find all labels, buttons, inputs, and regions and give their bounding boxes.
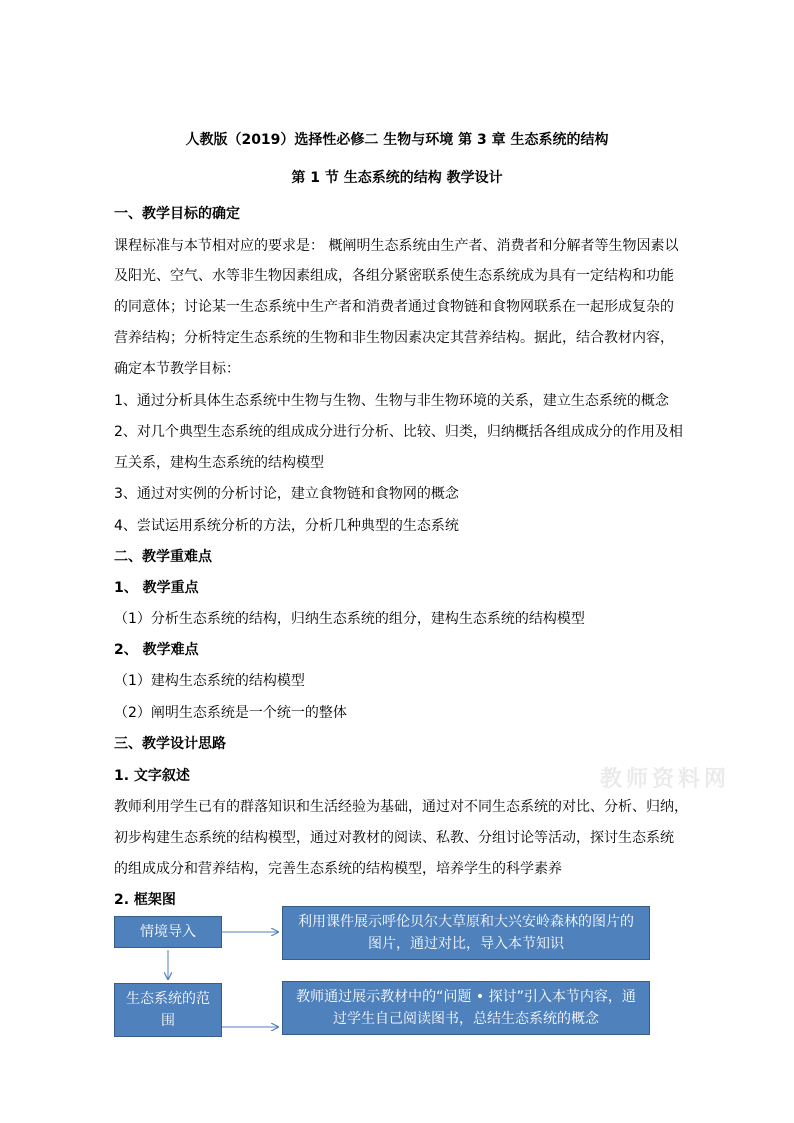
goal-1: 1、通过分析具体生态系统中生物与生物、生物与非生物环境的关系，建立生态系统的概念 xyxy=(114,393,669,409)
flow-box-scenario-intro-desc: 利用课件展示呼伦贝尔大草原和大兴安岭森林的图片的图片，通过对比，导入本节知识 xyxy=(282,906,650,960)
section1-para-line-2: 及阳光、空气、水等非生物因素组成，各组分紧密联系使生态系统成为具有一定结构和功能 xyxy=(114,268,674,284)
flow-box-ecosystem-range: 生态系统的范围 xyxy=(114,983,222,1037)
flow-box-ecosystem-range-desc: 教师通过展示教材中的“问题 • 探讨”引入本节内容，通过学生自己阅读图书，总结生态系统的概念 xyxy=(282,981,650,1035)
section1-para-line-1: 课程标准与本节相对应的要求是： 概阐明生态系统由生产者、消费者和分解者等生物因素以 xyxy=(114,238,679,254)
section1-para-line-3: 的同意体；讨论某一生态系统中生产者和消费者通过食物链和食物网联系在一起形成复杂的 xyxy=(114,299,674,315)
difficulty-heading: 2、 教学难点 xyxy=(114,642,199,658)
key-point-1: （1）分析生态系统的结构，归纳生态系统的组分，建构生态系统的结构模型 xyxy=(114,611,585,627)
goal-4: 4、尝试运用系统分析的方法，分析几种典型的生态系统 xyxy=(114,518,459,534)
section2-heading: 二、教学重难点 xyxy=(114,549,212,565)
narrative-line-2: 初步构建生态系统的结构模型，通过对教材的阅读、私教、分组讨论等活动，探讨生态系统 xyxy=(114,830,674,846)
section1-heading: 一、教学目标的确定 xyxy=(114,206,240,222)
difficulty-1: （1）建构生态系统的结构模型 xyxy=(114,673,305,689)
narrative-heading: 1. 文字叙述 xyxy=(114,768,190,784)
watermark: 教师资料网 xyxy=(600,767,731,792)
goal-3: 3、通过对实例的分析讨论，建立食物链和食物网的概念 xyxy=(114,486,459,502)
flow-box-scenario-intro: 情境导入 xyxy=(114,916,222,948)
goal-2-line-1: 2、对几个典型生态系统的组成成分进行分析、比较、归类，归纳概括各组成成分的作用及相 xyxy=(114,424,683,440)
document-subtitle: 第 1 节 生态系统的结构 教学设计 xyxy=(291,170,503,186)
key-points-heading: 1、 教学重点 xyxy=(114,580,199,596)
section3-heading: 三、教学设计思路 xyxy=(114,736,226,752)
narrative-line-1: 教师利用学生已有的群落知识和生活经验为基础，通过对不同生态系统的对比、分析、归纳， xyxy=(114,799,688,815)
goal-2-line-2: 互关系，建构生态系统的结构模型 xyxy=(114,455,324,471)
section1-para-line-5: 确定本节教学目标： xyxy=(114,361,240,377)
difficulty-2: （2）阐明生态系统是一个统一的整体 xyxy=(114,705,347,721)
narrative-line-3: 的组成成分和营养结构，完善生态系统的结构模型，培养学生的科学素养 xyxy=(114,861,562,877)
framework-heading: 2. 框架图 xyxy=(114,892,176,908)
document-title: 人教版（2019）选择性必修二 生物与环境 第 3 章 生态系统的结构 xyxy=(185,132,609,148)
section1-para-line-4: 营养结构；分析特定生态系统的生物和非生物因素决定其营养结构。据此，结合教材内容， xyxy=(114,330,674,346)
